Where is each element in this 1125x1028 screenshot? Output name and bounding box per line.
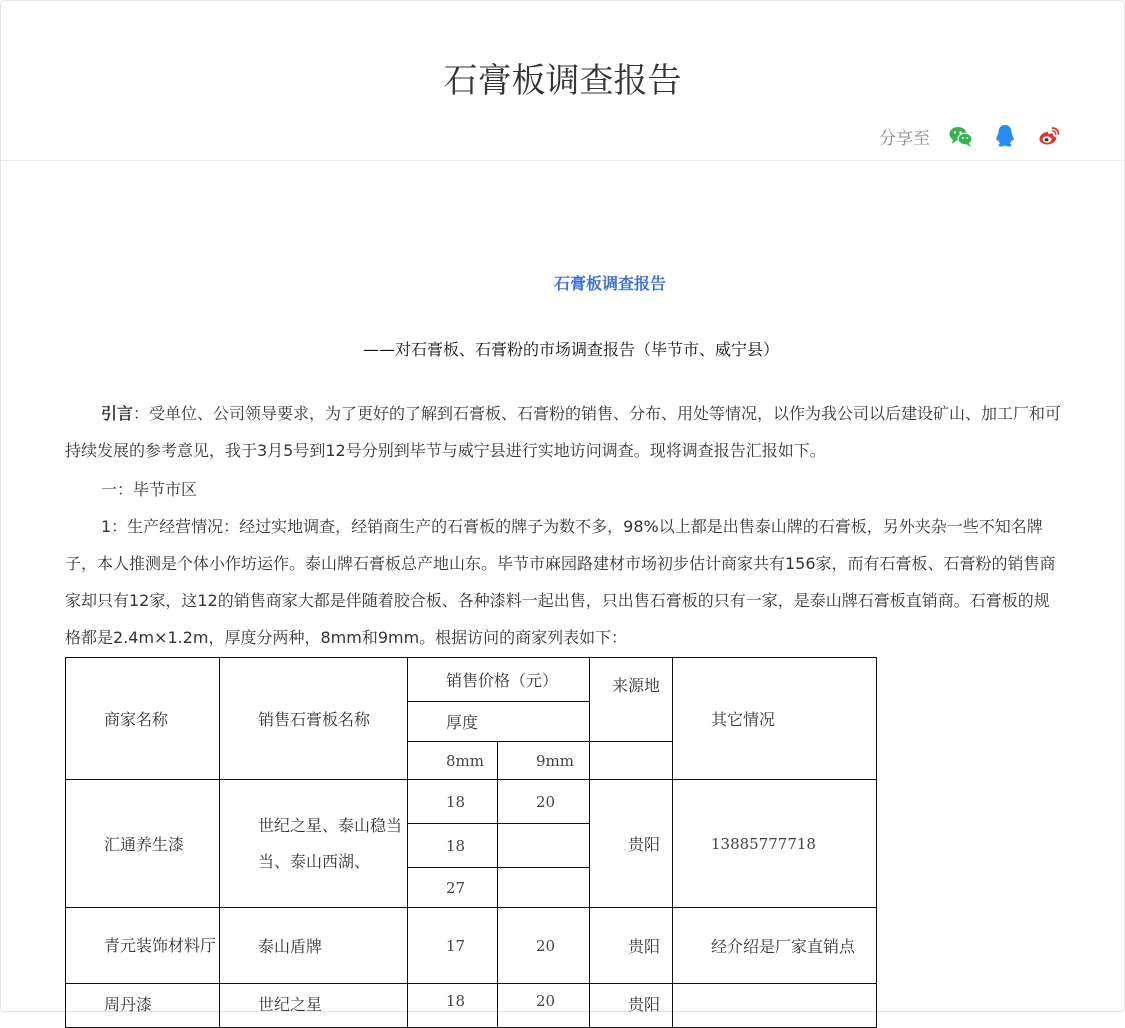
price-8mm: 18 (408, 780, 498, 824)
price-8mm: 18 (408, 984, 498, 1028)
header-divider (1, 160, 1124, 161)
table-row-merchant: 汇通养生漆 (66, 780, 220, 908)
price-8mm: 18 (408, 824, 498, 868)
header-price: 销售价格（元） (408, 658, 590, 702)
table-row-merchant: 青元装饰材料厅 (66, 908, 220, 984)
share-label: 分享至 (879, 128, 930, 149)
price-9mm: 20 (498, 908, 590, 984)
qq-icon[interactable] (992, 123, 1018, 149)
header-thickness: 厚度 (408, 702, 590, 742)
price-9mm (498, 868, 590, 908)
weibo-icon[interactable] (1036, 123, 1062, 149)
header-product: 销售石膏板名称 (220, 658, 408, 780)
price-9mm: 20 (498, 984, 590, 1028)
price-8mm: 17 (408, 908, 498, 984)
header-9mm: 9mm (498, 742, 590, 780)
table-row-origin: 贵阳 (590, 984, 673, 1028)
header-merchant: 商家名称 (66, 658, 220, 780)
table-row-product: 世纪之星 (220, 984, 408, 1028)
merchant-table (65, 657, 877, 1028)
wechat-icon[interactable] (948, 123, 974, 149)
table-row-merchant: 周丹漆 (66, 984, 220, 1028)
price-9mm: 20 (498, 780, 590, 824)
table-row-product: 世纪之星、泰山稳当当、泰山西湖、 (220, 780, 408, 908)
page-title: 石膏板调查报告 (443, 61, 682, 101)
table-row-origin: 贵阳 (590, 780, 673, 908)
header-origin-blank (590, 742, 673, 780)
price-9mm (498, 824, 590, 868)
intro-paragraph (65, 395, 1063, 469)
table-row-origin: 贵阳 (590, 908, 673, 984)
table-row-other: 13885777718 (673, 780, 877, 908)
section-heading: 一：毕节市区 (101, 480, 198, 499)
article-subtitle: 石膏板调查报告 (553, 274, 666, 293)
intro-text: ：受单位、公司领导要求，为了更好的了解到石膏板、石膏粉的销售、分布、用处等情况，以作为我公司以后建设矿山、加工厂和可持续发展的参考意见，我于3月5号到12号分别到毕节与威宁县进行实地访问调查。现将调查报告汇报如下。 (65, 404, 1062, 460)
table-row-product: 泰山盾牌 (220, 908, 408, 984)
business-paragraph: 1：生产经营情况：经过实地调查，经销商生产的石膏板的牌子为数不多，98%以上都是出售泰山牌的石膏板，另外夹杂一些不知名牌子，本人推测是个体小作坊运作。泰山牌石膏板总产地山东。毕节市麻园路建材市场初步估计商家共有156家，而有石膏板、石膏粉的销售商家却只有12家，这12的销售商家大都是伴随着胶合板、各种漆料一起出售，只出售石膏板的只有一家，是泰山牌石膏板直销商。石膏板的规格都是2.4m×1.2m，厚度分两种，8mm和9mm。根据访问的商家列表如下： (65, 517, 1056, 647)
table-row-other: 经介绍是厂家直销点 (673, 908, 877, 984)
price-8mm: 27 (408, 868, 498, 908)
table-row-other (673, 984, 877, 1028)
header-origin: 来源地 (590, 658, 673, 742)
header-8mm: 8mm (408, 742, 498, 780)
share-bar (879, 123, 1062, 149)
header-other: 其它情况 (673, 658, 877, 780)
intro-lead: 引言 (101, 404, 134, 423)
article-caption: ——对石膏板、石膏粉的市场调查报告（毕节市、威宁县） (362, 340, 779, 359)
